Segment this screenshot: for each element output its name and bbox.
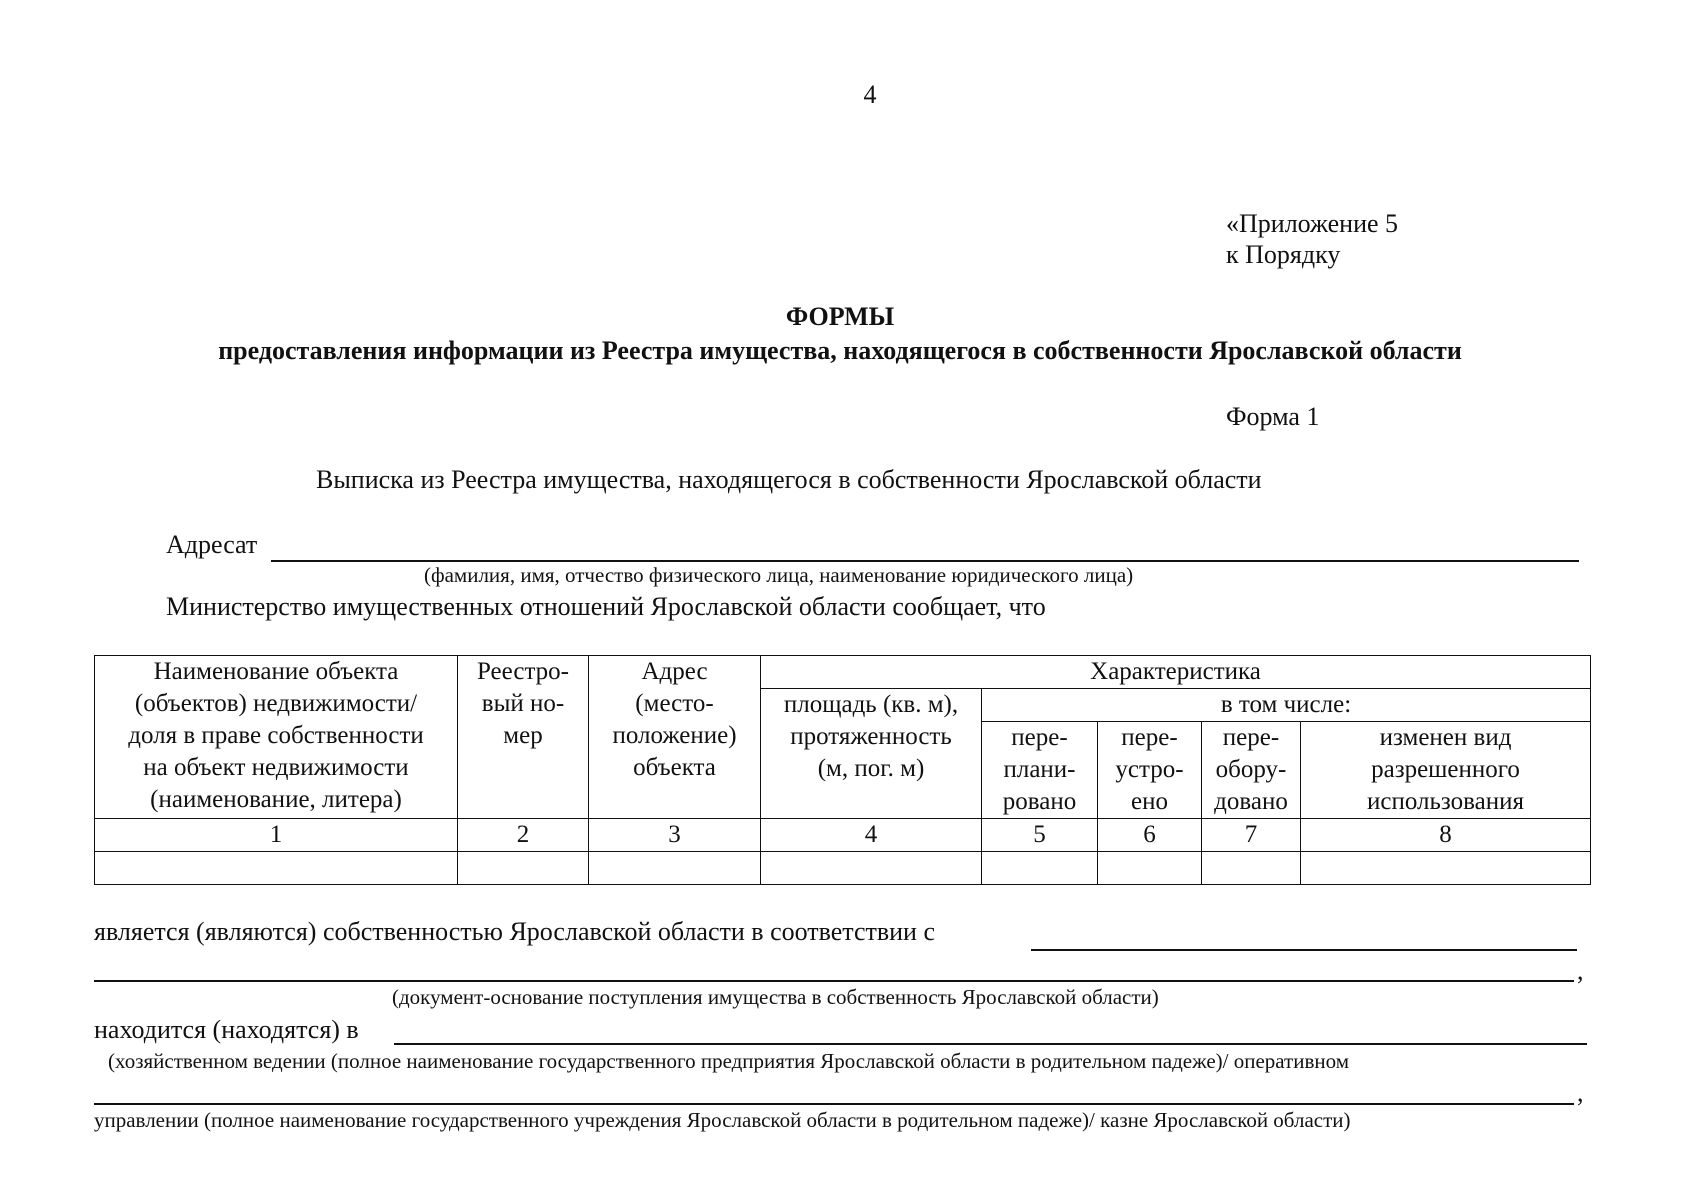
location-fill-line-2[interactable] [94, 1103, 1574, 1105]
table-cell-empty[interactable] [1202, 852, 1301, 885]
column-number: 6 [1098, 819, 1202, 852]
form-label: Форма 1 [1226, 402, 1320, 431]
table-header-row-1 [95, 656, 1591, 689]
header-reequipped [1202, 722, 1301, 819]
document-subtitle: предоставления информации из Реестра имущества, находящегося в собственности Ярославской области [218, 336, 1462, 365]
appendix-line-2: к Порядку [1226, 240, 1341, 269]
table-cell-empty[interactable] [1301, 852, 1591, 885]
header-use-changed [1301, 722, 1591, 819]
table-cell-empty[interactable] [95, 852, 458, 885]
table-column-numbers [95, 819, 1591, 852]
location-fill-line[interactable] [394, 1043, 1587, 1045]
ownership-fill-line[interactable] [1031, 949, 1577, 951]
table-row [95, 852, 1591, 885]
header-reequipped-text: пере- обору- довано [1214, 724, 1288, 815]
registry-extract-table [94, 655, 1591, 885]
column-number: 5 [982, 819, 1098, 852]
table-cell-empty[interactable] [589, 852, 761, 885]
table-cell-empty[interactable] [761, 852, 982, 885]
location-hint-1: (хозяйственном ведении (полное наименование государственного предприятия Ярославской области в родительном падеже)/ оперативном [108, 1049, 1350, 1073]
ownership-comma: , [1577, 956, 1584, 985]
header-rebuilt [1098, 722, 1202, 819]
location-comma: , [1577, 1078, 1584, 1107]
header-registry-number-text: Реестро- вый но- мер [476, 658, 570, 749]
ownership-statement: является (являются) собственностью Ярославской области в соответствии с [94, 917, 936, 946]
addressee-fill-line[interactable] [271, 560, 1579, 562]
ownership-fill-line-2[interactable] [94, 980, 1574, 982]
header-address [589, 656, 761, 819]
header-area [761, 689, 982, 819]
header-object-name-text: Наименование объекта (объектов) недвижимости/ доля в праве собственности на объект недвижимости (наименование, литера) [128, 658, 424, 813]
page-number: 4 [863, 80, 877, 109]
appendix-reference [1226, 208, 1398, 270]
column-number: 7 [1202, 819, 1301, 852]
ministry-statement: Министерство имущественных отношений Ярославской области сообщает, что [166, 592, 1046, 621]
column-number: 4 [761, 819, 982, 852]
column-number: 8 [1301, 819, 1591, 852]
location-statement: находится (находятся) в [94, 1015, 359, 1044]
table-cell-empty[interactable] [982, 852, 1098, 885]
header-replanned [982, 722, 1098, 819]
appendix-line-1: «Приложение 5 [1226, 209, 1399, 238]
extract-title: Выписка из Реестра имущества, находящегося в собственности Ярославской области [316, 465, 1262, 494]
header-rebuilt-text: пере- устро- ено [1115, 724, 1184, 815]
addressee-hint: (фамилия, имя, отчество физического лица, наименование юридического лица) [424, 563, 1134, 587]
header-including: в том числе: [982, 689, 1591, 722]
table-cell-empty[interactable] [458, 852, 589, 885]
header-area-text: площадь (кв. м), протяженность (м, пог. м) [783, 691, 959, 782]
column-number: 1 [95, 819, 458, 852]
column-number: 2 [458, 819, 589, 852]
header-object-name [95, 656, 458, 819]
table-cell-empty[interactable] [1098, 852, 1202, 885]
document-title: ФОРМЫ [785, 302, 895, 331]
ownership-hint: (документ-основание поступления имущества в собственность Ярославской области) [392, 985, 1159, 1009]
header-replanned-text: пере- плани- ровано [1002, 724, 1077, 815]
header-use-changed-text: изменен вид разрешенного использования [1367, 724, 1524, 815]
header-characteristic: Характеристика [761, 656, 1591, 689]
location-hint-2: управлении (полное наименование государственного учреждения Ярославской области в родительном падеже)/ казне Ярославской области) [94, 1108, 1351, 1132]
header-registry-number [458, 656, 589, 819]
addressee-label: Адресат [166, 530, 258, 559]
column-number: 3 [589, 819, 761, 852]
header-address-text: Адрес (место- положение) объекта [612, 658, 737, 781]
